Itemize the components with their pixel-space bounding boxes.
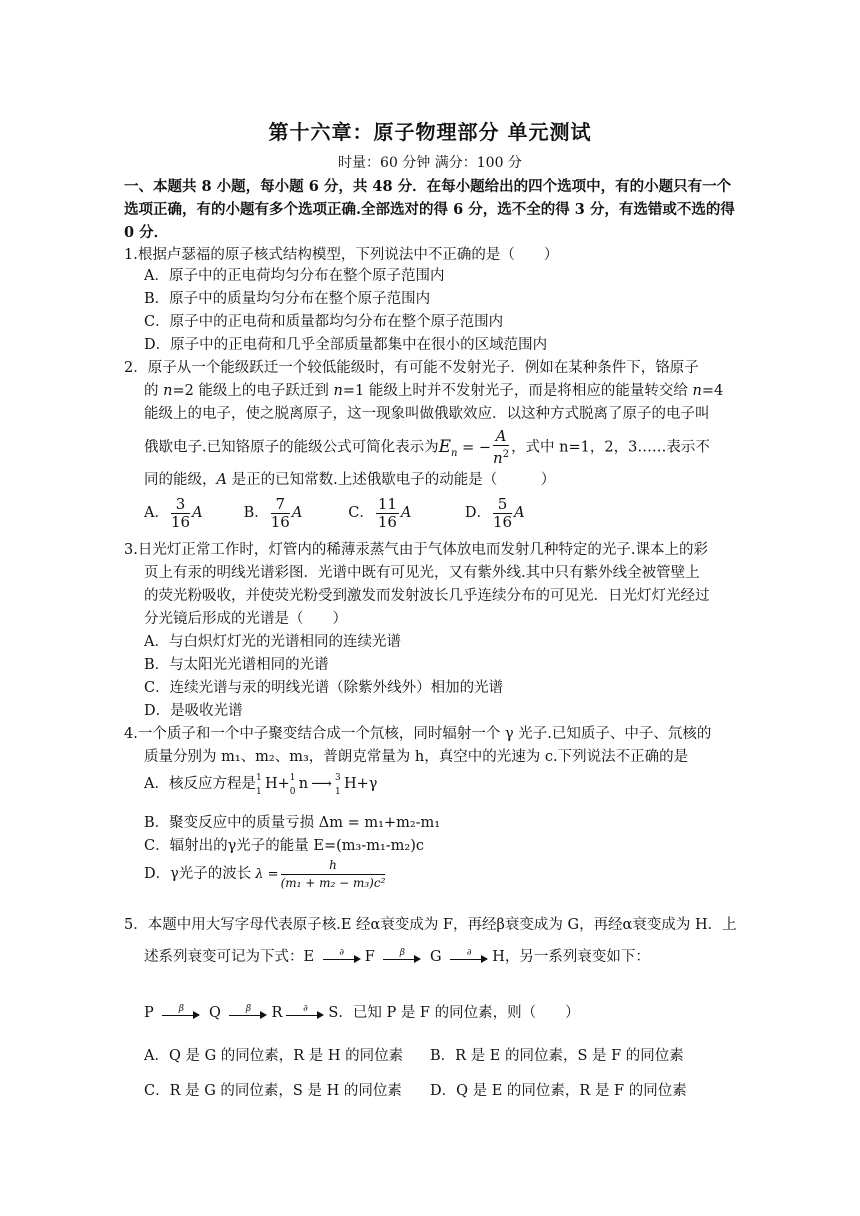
question-4-option-d: D．γ光子的波长 λ = $\frac{h}{\text{(m₁ + m₂ − m₃)c²}}$ [144, 857, 386, 890]
question-5-option-c: C．R 是 G 的同位素，S 是 H 的同位素 [144, 1083, 402, 1099]
beta-decay-arrow-icon: β [383, 950, 421, 964]
alpha-decay-arrow-icon: ∂ [323, 950, 361, 964]
question-1-stem: 1.根据卢瑟福的原子核式结构模型，下列说法中不正确的是（ ） [124, 247, 559, 263]
alpha-decay-arrow-icon: ∂ [286, 1006, 324, 1020]
question-3-option-d: D．是吸收光谱 [144, 703, 243, 719]
question-2-option-b: B． $\frac{7}{16}$ A [243, 494, 303, 531]
question-2-line-2: 的 n=2 能级上的电子跃迁到 n=1 能级上时并不发射光子，而是将相应的能量转交给 n=4 [144, 383, 724, 399]
question-2-line-5: 同的能级，A 是正的已知常数.上述俄歇电子的动能是（ ） [144, 472, 556, 488]
question-4-line-1: 4.一个质子和一个中子聚变结合成一个氘核，同时辐射一个 γ 光子.已知质子、中子、氘核的 [124, 726, 712, 742]
section-instructions: 一、本题共 8 小题，每小题 6 分，共 48 分．在每小题给出的四个选项中，有的小题只有一个选项正确，有的小题有多个选项正确.全部选对的得 6 分，选不全的得 3 分，有选错或不选的得 0 分． [124, 178, 735, 241]
question-3-option-a: A．与白炽灯灯光的光谱相同的连续光谱 [144, 634, 401, 650]
question-3-line-3: 的荧光粉吸收，并使荧光粉受到激发而发射波长几乎连续分布的可见光．日光灯灯光经过 [144, 588, 710, 604]
question-5-option-b: B．R 是 E 的同位素，S 是 F 的同位素 [430, 1048, 684, 1064]
question-4-option-c: C．辐射出的γ光子的能量 E=(m₃-m₁-m₂)c [144, 838, 425, 854]
question-3-line-2: 页上有汞的明线光谱彩图．光谱中既有可见光，又有紫外线.其中只有紫外线全被管壁上 [144, 565, 700, 581]
question-1-option-b: B．原子中的质量均匀分布在整个原子范围内 [144, 291, 431, 307]
question-3-line-1: 3.日光灯正常工作时，灯管内的稀薄汞蒸气由于气体放电而发射几种特定的光子.课本上的彩 [124, 542, 708, 558]
question-1-option-d: D．原子中的正电荷和几乎全部质量都集中在很小的区域范围内 [144, 337, 548, 353]
question-4-option-a: A．核反应方程是 1 1 H+ 1 0 n ⟶ 3 1 H+γ [144, 773, 378, 797]
question-2-option-d: D． $\frac{5}{16}$ A [464, 494, 525, 531]
question-5-line-1: 5．本题中用大写字母代表原子核.E 经α衰变成为 F，再经β衰变成为 G，再经α衰变成为 H．上 [124, 917, 737, 933]
question-5-line-2: 述系列衰变可记为下式：E ∂ F β G ∂ H，另一系列衰变如下： [144, 948, 650, 965]
page-title: 第十六章：原子物理部分 单元测试 [268, 120, 592, 144]
question-3-option-b: B．与太阳光光谱相同的光谱 [144, 657, 329, 673]
question-2-line-1: 2．原子从一个能级跃迁一个较低能级时，有可能不发射光子．例如在某种条件下，铬原子 [124, 360, 699, 376]
alpha-decay-arrow-icon: ∂ [450, 950, 488, 964]
question-2-option-a: A． $\frac{3}{16}$ A [144, 494, 203, 531]
question-2-options [144, 494, 564, 532]
reaction-arrow-icon: ⟶ [311, 776, 332, 792]
beta-decay-arrow-icon: β [162, 1006, 200, 1020]
question-5-option-d: D．Q 是 E 的同位素，R 是 F 的同位素 [430, 1083, 687, 1099]
exam-meta: 时量：60 分钟 满分：100 分 [338, 155, 522, 171]
question-1-option-a: A．原子中的正电荷均匀分布在整个原子范围内 [144, 268, 445, 284]
energy-level-formula: $E_n$ = − $\frac{A}{n^2}$ [438, 427, 510, 467]
question-3-option-c: C．连续光谱与汞的明线光谱（除紫外线外）相加的光谱 [144, 680, 504, 696]
question-4-line-2: 质量分别为 m₁、m₂、m₃，普朗克常量为 h，真空中的光速为 c.下列说法不正确的是 [144, 749, 689, 765]
question-2-option-c: C． $\frac{11}{16}$ A [348, 494, 412, 531]
question-4-option-b: B．聚变反应中的质量亏损 Δm = m₁+m₂-m₁ [144, 815, 441, 831]
question-1-option-c: C．原子中的正电荷和质量都均匀分布在整个原子范围内 [144, 314, 504, 330]
question-5-line-3: P β Q β R ∂ S．已知 P 是 F 的同位素，则（ ） [144, 1004, 580, 1021]
question-2-line-3: 能级上的电子，使之脱离原子，这一现象叫做俄歇效应．以这种方式脱离了原子的电子叫 [144, 406, 710, 422]
question-2-line-4: 俄歇电子.已知铬原子的能级公式可简化表示为$E_n$ = − $\frac{A}{n^2}$ ，式中 n=1，2，3……表示不 [144, 427, 710, 467]
beta-decay-arrow-icon: β [229, 1006, 267, 1020]
question-3-line-4: 分光镜后形成的光谱是（ ） [144, 611, 347, 627]
question-5-option-a: A．Q 是 G 的同位素，R 是 H 的同位素 [144, 1048, 404, 1064]
